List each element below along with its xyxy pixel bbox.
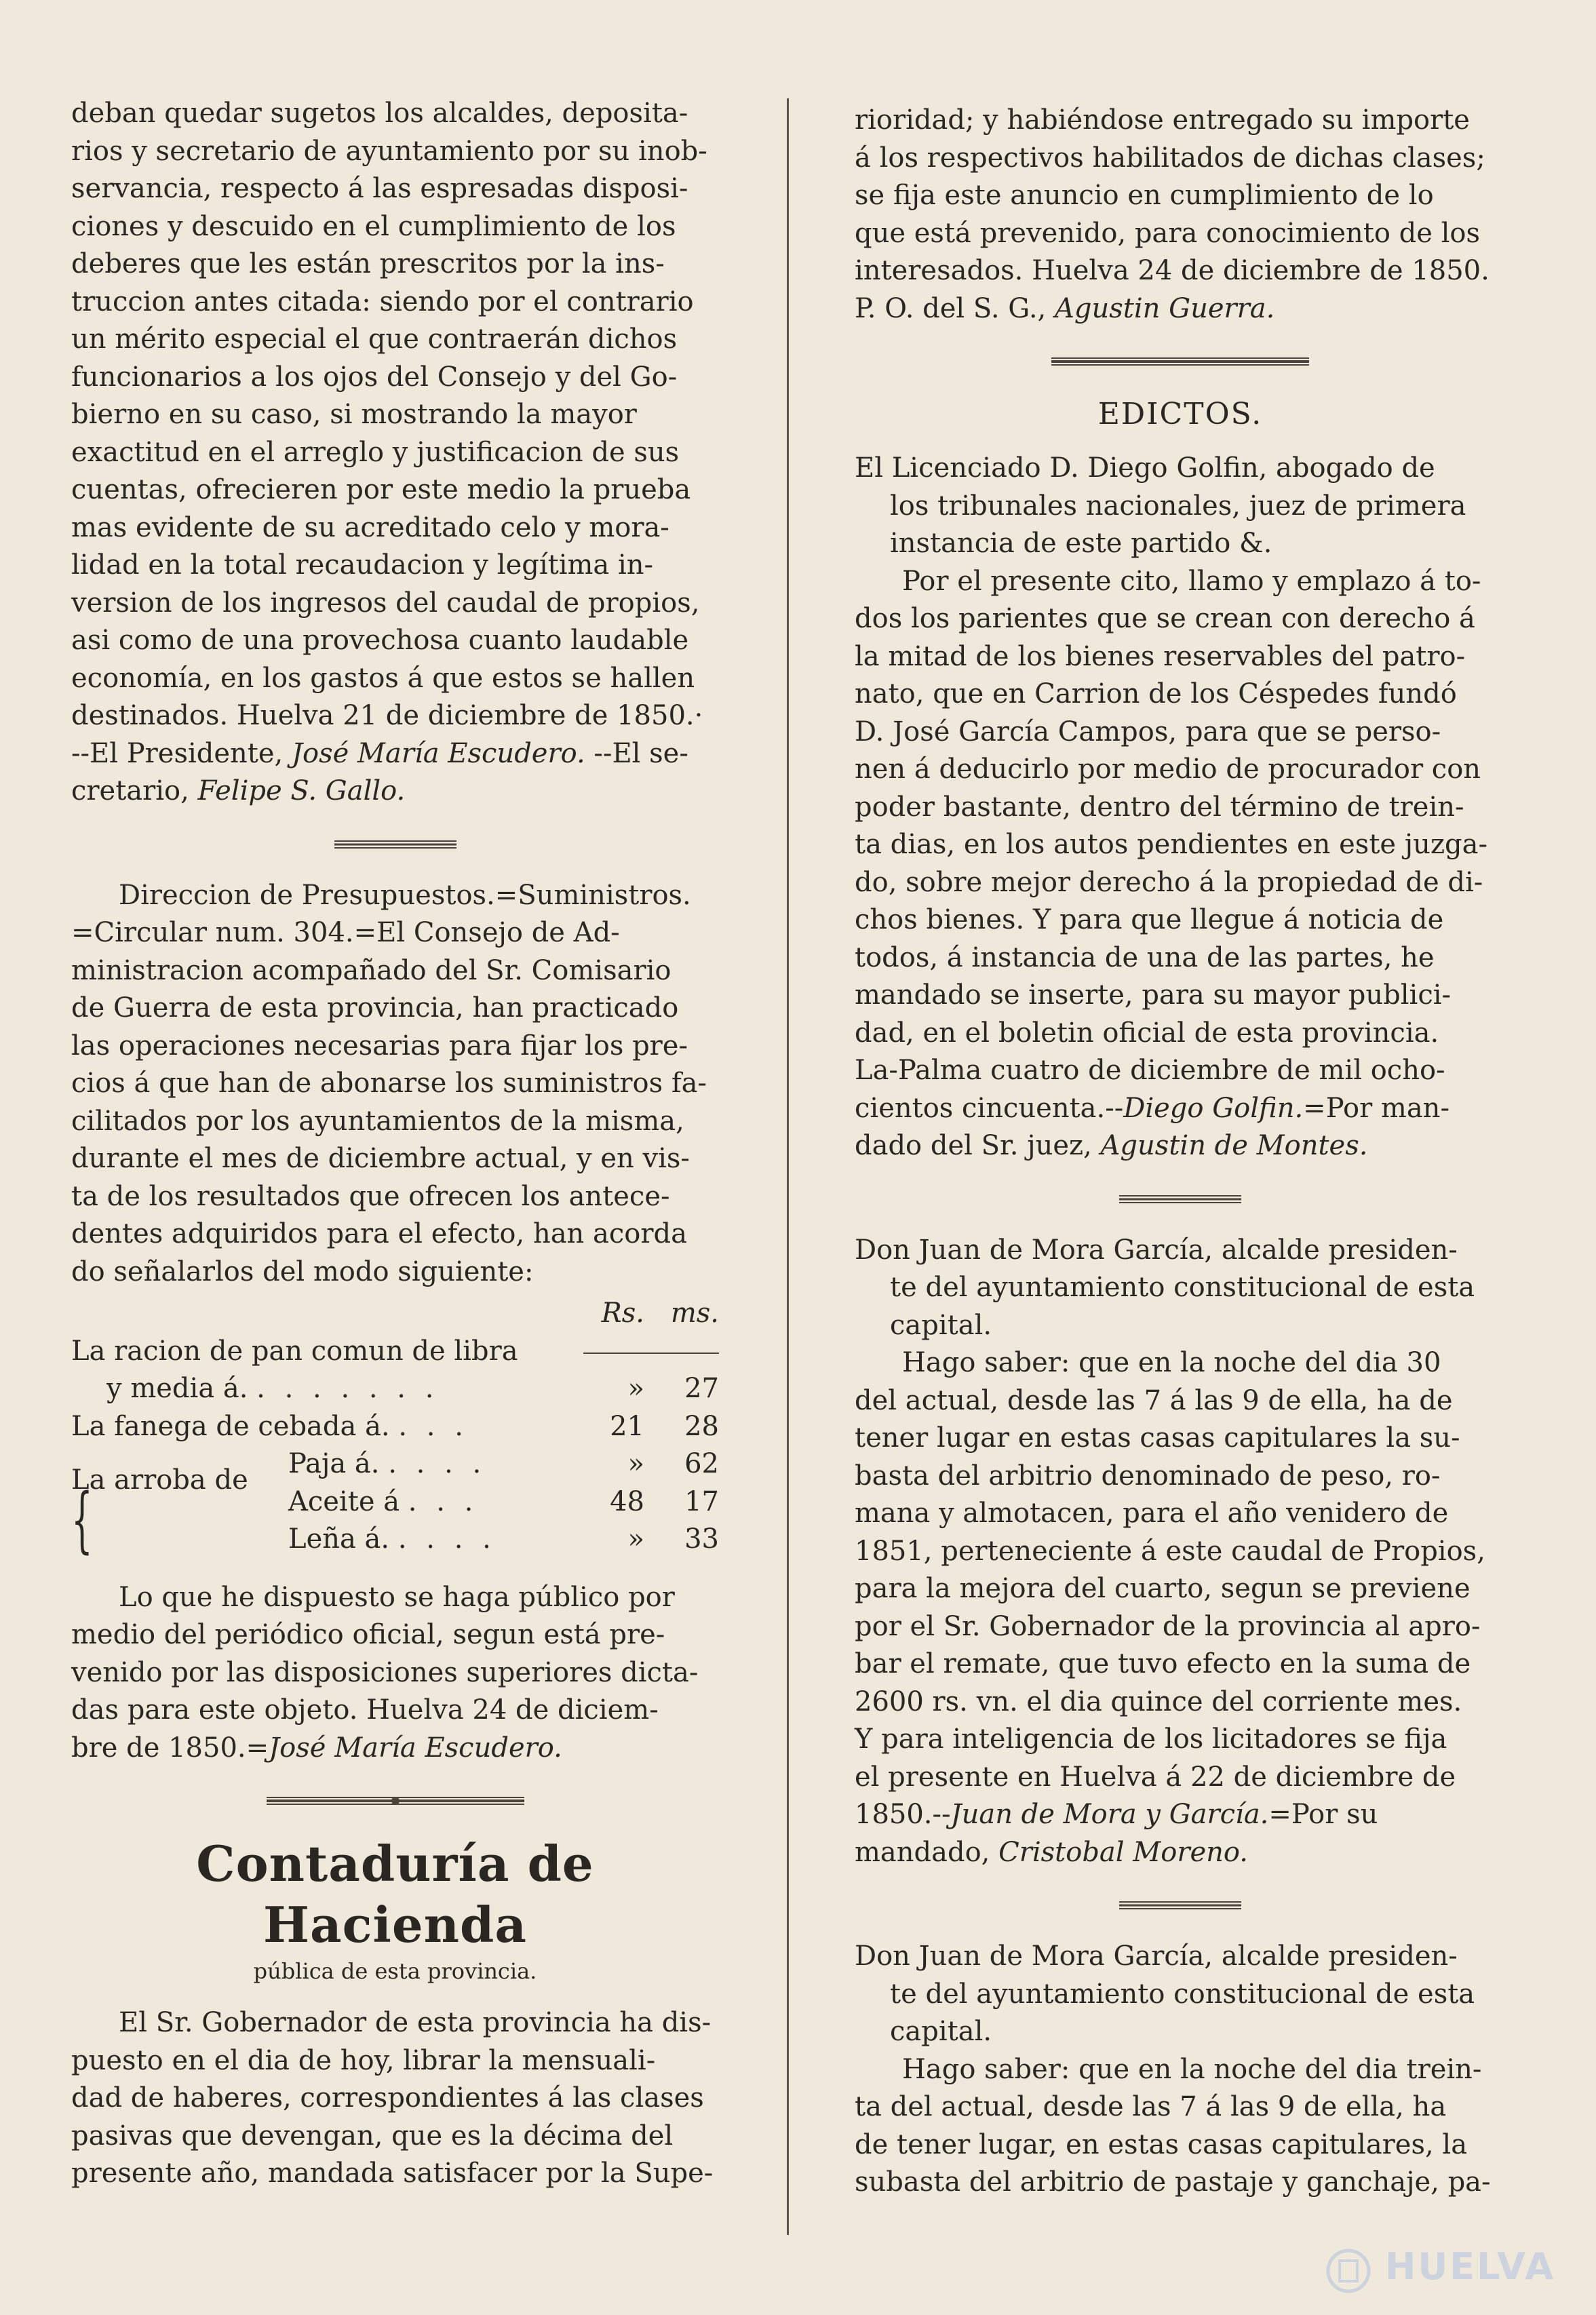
text-line: venido por las disposiciones superiores dicta-	[71, 1656, 699, 1688]
column-divider	[787, 98, 789, 2235]
row-label	[71, 1408, 570, 1446]
brace-glyph: {	[71, 1478, 93, 1561]
text-fragment: bre de 1850.=	[71, 1732, 269, 1764]
text-line: do señalarlos del modo siguiente:	[71, 1256, 534, 1287]
text-line: La-Palma cuatro de diciembre de mil ocho-	[855, 1055, 1445, 1086]
row-label	[71, 1370, 570, 1408]
section-heading: Contaduría de Hacienda	[196, 1835, 594, 1953]
left-paragraph-1	[71, 95, 719, 811]
signature-line	[71, 773, 719, 811]
leader-dots: . . . .	[397, 1523, 497, 1555]
sub-label-text: Aceite á	[288, 1485, 400, 1517]
text-line: medio del periódico oficial, segun está pre-	[71, 1619, 665, 1650]
text-line: pasivas que devengan, que es la décima del	[71, 2120, 674, 2152]
row-label: La racion de pan comun de libra	[71, 1335, 518, 1367]
text-line: rios y secretario de ayuntamiento por su inob-	[71, 135, 707, 167]
text-line: capital.	[890, 2016, 992, 2047]
cell-ms: 17	[684, 1485, 719, 1517]
text-line: servancia, respecto á las espresadas disposi-	[71, 173, 688, 204]
text-line: exactitud en el arreglo y justificacion de sus	[71, 436, 680, 468]
text-line: 2600 rs. vn. el dia quince del corriente mes.	[855, 1686, 1462, 1717]
text-line: =Circular num. 304.=El Consejo de Ad-	[71, 917, 620, 948]
text-line: dad de haberes, correspondientes á las clases	[71, 2082, 704, 2114]
section-heading: EDICTOS.	[1097, 397, 1263, 431]
text-line: el presente en Huelva á 22 de diciembre de	[855, 1761, 1456, 1793]
signature-name: Agustin de Montes.	[1100, 1130, 1368, 1161]
text-line: 1851, perteneciente á este caudal de Propios,	[855, 1535, 1485, 1567]
text-line: tener lugar en estas casas capitulares la su-	[855, 1422, 1460, 1454]
text-line: Don Juan de Mora García, alcalde presiden-	[855, 1234, 1458, 1266]
text-line: El Sr. Gobernador de esta provincia ha dis-	[119, 2007, 712, 2038]
supply-price-table	[71, 1295, 719, 1559]
separator-ornament	[334, 838, 456, 850]
text-line: dentes adquiridos para el efecto, han acorda	[71, 1218, 687, 1249]
text-line: capital.	[890, 1309, 992, 1341]
text-line: para la mejora del cuarto, segun se previene	[855, 1573, 1471, 1604]
text-line: ta de los resultados que ofrecen los antece-	[71, 1180, 670, 1212]
text-line: El Licenciado D. Diego Golfin, abogado de	[855, 452, 1435, 484]
cell-rs: »	[627, 1523, 644, 1555]
cell-rs: 48	[610, 1485, 644, 1517]
text-line: Lo que he dispuesto se haga público por	[119, 1581, 675, 1613]
text-line: interesados. Huelva 24 de diciembre de 1850.	[855, 255, 1490, 286]
text-line: durante el mes de diciembre actual, y en vis-	[71, 1143, 690, 1174]
text-line: presente año, mandada satisfacer por la Supe-	[71, 2158, 714, 2189]
text-line: economía, en los gastos á que estos se hallen	[71, 662, 695, 694]
text-fragment: 1850.--	[855, 1799, 951, 1830]
text-line: rioridad; y habiéndose entregado su importe	[855, 104, 1470, 136]
text-line: los tribunales nacionales, juez de primera	[890, 490, 1466, 522]
leader-dots: . . . .	[388, 1448, 487, 1479]
text-line: deberes que les están prescritos por la ins-	[71, 248, 665, 279]
row-label-text: La fanega de cebada á.	[71, 1410, 390, 1442]
text-line: mas evidente de su acreditado celo y mora-	[71, 511, 669, 543]
text-line: Hago saber: que en la noche del dia trein-	[902, 2053, 1482, 2085]
cell-rs: 21	[610, 1410, 644, 1442]
signature-name: Agustin Guerra.	[1054, 292, 1275, 324]
leader-dots: . . .	[398, 1410, 469, 1442]
text-fragment: cientos cincuenta.--	[855, 1092, 1124, 1124]
separator-ornament	[1119, 1192, 1241, 1205]
column-header-ms: ms.	[670, 1298, 719, 1329]
table-row	[71, 1333, 719, 1371]
text-line: cuentas, ofrecieren por este medio la prueba	[71, 474, 691, 505]
text-line: bierno en su caso, si mostrando la mayor	[71, 399, 637, 430]
text-line: cilitados por los ayuntamientos de la misma,	[71, 1105, 684, 1137]
text-line: ta del actual, desde las 7 á las 9 de ella, ha	[855, 2091, 1447, 2122]
signature-line	[71, 1730, 719, 1768]
signature-name: José María Escudero.	[269, 1732, 562, 1764]
text-line: das para este objeto. Huelva 24 de diciem-	[71, 1694, 659, 1726]
sub-label	[275, 1521, 570, 1559]
text-line: basta del arbitrio denominado de peso, ro-	[855, 1460, 1441, 1492]
text-line: ciones y descuido en el cumplimiento de los	[71, 210, 676, 242]
sub-label-text: Leña á.	[288, 1523, 390, 1555]
text-fragment: --El Presidente,	[71, 737, 284, 769]
signature-line	[855, 1127, 1506, 1165]
text-line: dos los parientes que se crean con derecho á	[855, 603, 1475, 634]
text-line: instancia de este partido &.	[890, 528, 1272, 559]
archive-watermark: HUELVA	[1385, 2245, 1555, 2288]
leader-dots: . . .	[408, 1485, 479, 1517]
left-paragraph-4	[71, 2004, 719, 2193]
left-column	[71, 95, 719, 2193]
signature-name: Diego Golfin.	[1123, 1092, 1304, 1124]
cell-ms: 33	[684, 1523, 719, 1555]
text-line: de tener lugar, en estas casas capitulares, la	[855, 2128, 1468, 2160]
section-subheading: pública de esta provincia.	[253, 1958, 537, 1984]
table-row	[71, 1445, 719, 1483]
text-line: nen á deducirlo por medio de procurador con	[855, 754, 1481, 785]
text-line: version de los ingresos del caudal de propios,	[71, 587, 700, 619]
signature-line	[855, 290, 1506, 328]
text-line: mana y almotacen, para el año venidero de	[855, 1498, 1449, 1529]
archive-seal-icon	[1325, 2247, 1372, 2295]
separator-ornament	[267, 1794, 524, 1806]
text-line: truccion antes citada: siendo por el contrario	[71, 286, 694, 317]
text-fragment: dado del Sr. juez,	[855, 1130, 1092, 1161]
signature-line	[855, 1834, 1506, 1872]
row-label	[71, 1445, 275, 1559]
text-fragment: --El se-	[593, 737, 688, 769]
text-line: se fija este anuncio en cumplimiento de lo	[855, 180, 1434, 211]
text-line: un mérito especial el que contraerán dichos	[71, 324, 678, 355]
separator-ornament	[1119, 1899, 1241, 1911]
sub-label-text: Paja á.	[288, 1448, 380, 1479]
cell-ms: 28	[684, 1410, 719, 1442]
edict-2	[855, 1232, 1506, 1872]
text-line: deban quedar sugetos los alcaldes, deposita-	[71, 98, 688, 129]
row-label-text: La arroba de	[71, 1464, 248, 1496]
cell-ms: 62	[684, 1448, 719, 1479]
leader-dots: . . . . . . .	[256, 1373, 440, 1404]
text-line: Por el presente cito, llamo y emplazo á to-	[902, 565, 1481, 597]
signature-line	[855, 1090, 1506, 1128]
left-paragraph-3	[71, 1579, 719, 1768]
cell-ms: 27	[684, 1373, 719, 1404]
text-line: que está prevenido, para conocimiento de los	[855, 217, 1481, 249]
text-line: á los respectivos habilitados de dichas clases;	[855, 142, 1485, 174]
text-line: destinados. Huelva 21 de diciembre de 1850.·	[71, 700, 703, 731]
row-label-text: y media á.	[106, 1373, 248, 1404]
text-fragment: P. O. del S. G.,	[855, 292, 1047, 324]
text-line: te del ayuntamiento constitucional de esta	[890, 1978, 1475, 2010]
text-line: ministracion acompañado del Sr. Comisario	[71, 954, 672, 986]
sub-label	[275, 1445, 570, 1483]
text-line: puesto en el dia de hoy, librar la mensuali-	[71, 2044, 656, 2076]
text-line: Y para inteligencia de los licitadores se fija	[855, 1724, 1447, 1755]
text-line: te del ayuntamiento constitucional de esta	[890, 1272, 1475, 1303]
text-line: lidad en la total recaudacion y legítima in-	[71, 549, 654, 581]
right-column	[855, 102, 1506, 2202]
table-row	[71, 1370, 719, 1408]
text-line: ta dias, en los autos pendientes en este juzga-	[855, 829, 1487, 860]
text-line: Direccion de Presupuestos.=Suministros.	[119, 879, 691, 911]
sub-label	[275, 1483, 570, 1521]
signature-name: Felipe S. Gallo.	[197, 775, 406, 806]
text-line: las operaciones necesarias para fijar los pre-	[71, 1030, 688, 1062]
text-fragment: =Por su	[1268, 1799, 1378, 1830]
text-line: Hago saber: que en la noche del dia 30	[902, 1347, 1441, 1378]
signature-name: Cristobal Moreno.	[998, 1836, 1248, 1868]
text-fragment: cretario,	[71, 775, 189, 806]
header-underline	[570, 1333, 719, 1371]
text-fragment: =Por man-	[1303, 1092, 1449, 1124]
right-paragraph-1	[855, 102, 1506, 328]
text-line: subasta del arbitrio de pastaje y ganchaje, pa-	[855, 2166, 1491, 2198]
text-line: todos, á instancia de una de las partes, he	[855, 941, 1435, 973]
signature-name: José María Escudero.	[291, 737, 585, 769]
text-line: del actual, desde las 7 á las 9 de ella, ha de	[855, 1384, 1453, 1416]
edict-1	[855, 450, 1506, 1165]
left-paragraph-2	[71, 877, 719, 1291]
text-line: nato, que en Carrion de los Céspedes fundó	[855, 678, 1457, 709]
table-row	[71, 1408, 719, 1446]
text-line: bar el remate, que tuvo efecto en la suma de	[855, 1648, 1471, 1679]
text-line: dad, en el boletin oficial de esta provincia.	[855, 1017, 1439, 1049]
signature-line	[71, 735, 719, 773]
table-header-row	[71, 1295, 719, 1333]
text-line: Don Juan de Mora García, alcalde presiden-	[855, 1941, 1458, 1972]
cell-rs: »	[627, 1373, 644, 1404]
signature-line	[855, 1796, 1506, 1834]
text-line: asi como de una provechosa cuanto laudable	[71, 625, 689, 656]
separator-ornament	[1051, 355, 1309, 367]
text-line: cios á que han de abonarse los suministros fa-	[71, 1068, 707, 1099]
text-line: de Guerra de esta provincia, han practicado	[71, 992, 679, 1024]
edict-3	[855, 1938, 1506, 2202]
signature-name: Juan de Mora y García.	[950, 1799, 1269, 1830]
text-line: poder bastante, dentro del término de trein-	[855, 791, 1464, 823]
cell-rs: »	[627, 1448, 644, 1479]
text-line: mandado se inserte, para su mayor publici-	[855, 979, 1452, 1011]
text-line: la mitad de los bienes reservables del patro-	[855, 640, 1466, 672]
column-header-rs: Rs.	[601, 1298, 644, 1329]
text-line: chos bienes. Y para que llegue á noticia de	[855, 904, 1444, 935]
text-fragment: mandado,	[855, 1836, 990, 1868]
text-line: por el Sr. Gobernador de la provincia al apro-	[855, 1610, 1481, 1642]
text-line: do, sobre mejor derecho á la propiedad de di-	[855, 866, 1483, 898]
text-line: D. José García Campos, para que se perso-	[855, 716, 1441, 747]
text-line: funcionarios a los ojos del Consejo y del Go-	[71, 361, 678, 393]
